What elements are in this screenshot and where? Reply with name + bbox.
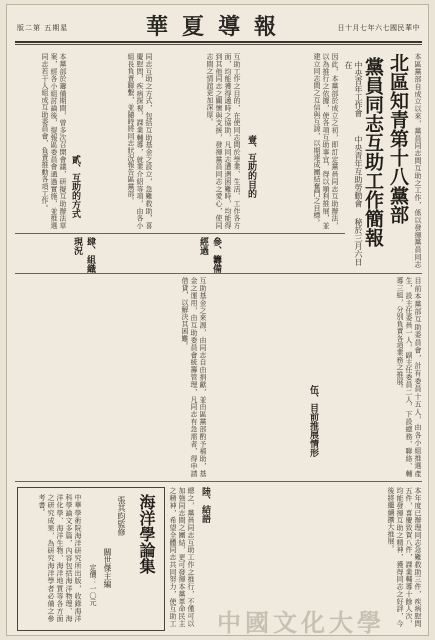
ad-description: 中華學術院海洋研究所出版，收錄海洋科學論文多篇，內容包括海洋物理、海洋化學、海洋生物、海洋地質等各方面之研究成果，為研究海洋學者必備之參考書。 <box>38 494 82 622</box>
upper-divider <box>15 233 345 234</box>
newspaper-page <box>6 4 429 636</box>
body-column-2: 互助工作之目的，在使同志間於學業、生活、工作各方面，均能獲得適時之協助，凡同志遭遇困難時，均能得到其他同志之關懷與支援，發揮黨員同志之愛心，使同志間之情誼更加深厚。 <box>206 53 241 229</box>
newspaper-title: 華夏導報 <box>145 13 290 40</box>
page-number: 版二第 五期星 <box>17 24 69 32</box>
ad-editor-2: 關世傑主編 <box>103 548 112 588</box>
byline: 中央青年工作會 中央青年互助勞動會 秘於三月六日在 <box>344 61 363 267</box>
body-column-4: 本黨部於籌備期間，曾多次召開會議，研擬互助辦法草案，經各小組討論後，提報區委員會通過實施，並推選同志若干人組成互助委員會，負責推動各項工作。 <box>41 53 67 229</box>
section-heading-2: 參、籌備經過 <box>198 237 221 273</box>
lower-divider <box>15 481 422 482</box>
masthead <box>15 11 422 43</box>
ad-title: 海洋學論集 <box>137 494 156 574</box>
section-heading-5: 伍、目前推展情形 <box>308 385 318 457</box>
body-column-5: 目前本黨部互助委員會，計有委員十五人，由各小組推選產生，設主任委員一人，副主任委員二人，下設總務、聯絡、輔導三組，分別負責各項業務之推展。 <box>396 277 422 477</box>
body-column-1: 因此，本黨部於成立之初，即訂定黨員同志互助辦法，以為推行之依據，使各項互助事宜，得以順利推展，並建立同志間之互信與互諒，以期達成團結奮鬥之目標。 <box>313 53 339 229</box>
section-heading-1: 壹、互助的目的 <box>246 135 256 198</box>
ad-price: 定價：一〇元 <box>89 564 97 606</box>
intro-column: 本區黨部自成立以來，黨員同志間互助之工作，係以發揮黨員同志 <box>414 53 422 268</box>
section-heading-4: 貳、互助的方式 <box>70 155 80 218</box>
body-column-6: 互助基金之來源，由同志自由捐獻，並由區黨部酌予補助，基金之運用，由互助委員會統籌管理，凡同志有急需者，得申請借貸，以解決其困難。 <box>181 277 207 477</box>
ad-editor-1: 張其昀監修 <box>117 496 126 536</box>
body-column-7: 本年度已辦理同志急難救助三件，疾病慰問五件，喜慶致賀八件，課業輔導十餘人次，均能發揮互助之精神，獲得同志之好評，今後將繼續擴大推展。 <box>387 487 422 627</box>
section-heading-6: 陸、結語 <box>200 487 210 523</box>
body-column-3: 同志互助之方式，包括互助基金之設立，急難救助，喜慶慰問，疾病探視，課業輔導，就業介紹等項，由各小組長負責聯繫，並隨時將同志狀況報告區黨部。 <box>127 53 153 229</box>
library-watermark: 中國文化大學 <box>217 608 385 636</box>
masthead-divider <box>15 44 422 45</box>
section-heading-3: 肆、組織現況 <box>72 237 95 273</box>
conclusion-column: 總之，黨員同志互助工作之推行，不僅可以加強同志間之團結，更可發揮本黨革命民主之精神，希望全體同志共同努力，使互助工 <box>169 487 195 627</box>
book-advertisement <box>17 487 165 631</box>
issue-date: 日十月七年六七國民華中 <box>337 24 420 32</box>
headline-line2: 黨員同志互助工作簡報 <box>362 57 384 247</box>
headline-line1: 北區知青第十八黨部 <box>387 53 409 224</box>
